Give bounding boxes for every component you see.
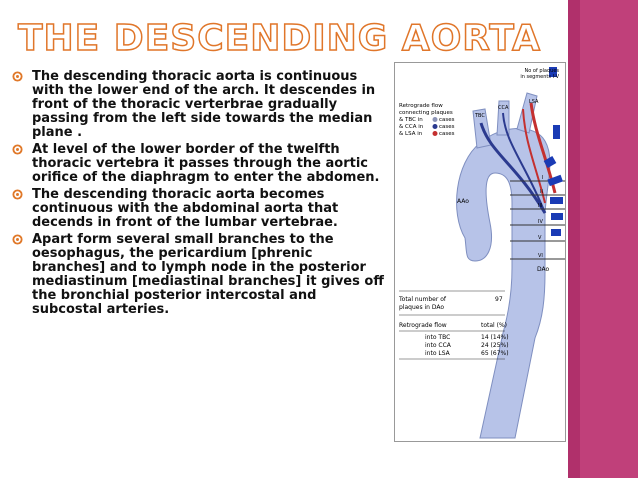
- table-row-value: 14 (14%): [481, 334, 509, 341]
- lsa-dot-icon: [433, 131, 438, 136]
- retro-legend-4: cases: [439, 117, 455, 123]
- accent-band-inner: [580, 0, 638, 478]
- bullet-item: [10, 188, 390, 230]
- retro-legend-7: & LSA in: [399, 131, 423, 137]
- ring-bullet-icon: [12, 144, 23, 155]
- plaque-bar: [553, 125, 560, 139]
- cca-label: CCA: [498, 105, 509, 111]
- table-row-value: 65 (67%): [481, 350, 509, 357]
- aao-label: AAo: [457, 198, 469, 205]
- legend-top-2: in segments I-V: [520, 74, 559, 80]
- dao-label: DAo: [537, 266, 550, 273]
- bullet-text: The descending thoracic aorta becomes continuous with the abdominal aorta that decends in front of the lumbar vertebrae.: [32, 187, 339, 230]
- aorta-vessel: [457, 128, 550, 438]
- plaque-bar: [551, 229, 561, 236]
- retro-legend-2: connecting plaques: [399, 110, 453, 116]
- segment-label: IV: [538, 219, 543, 225]
- retro-legend-3: & TBC in: [399, 117, 423, 123]
- segment-label: V: [538, 235, 542, 241]
- total-value: 97: [495, 296, 503, 303]
- table-row-label: into LSA: [425, 350, 450, 357]
- bullet-item: [10, 233, 390, 317]
- plaque-bar: [550, 197, 563, 204]
- ring-bullet-icon: [12, 71, 23, 82]
- table-header-total: total (%): [481, 322, 508, 329]
- table-row-label: into CCA: [425, 342, 451, 349]
- retro-legend-6: cases: [439, 124, 455, 130]
- lsa-label: LSA: [529, 99, 539, 105]
- bullet-text: The descending thoracic aorta is continuous with the lower end of the arch. It descendes in front of the thoracic verterbrae gradually passing from the left side towards the median plane .: [32, 69, 376, 140]
- total-label-1: Total number of: [399, 296, 447, 303]
- table-header-label: Retrograde flow: [399, 322, 447, 329]
- segment-label: III: [538, 203, 543, 209]
- segment-label: II: [540, 189, 543, 195]
- retro-legend-8: cases: [439, 131, 455, 137]
- legend-top-1: No of plaques: [524, 68, 559, 74]
- ring-bullet-icon: [12, 234, 23, 245]
- tbc-label: TBC: [475, 113, 485, 119]
- bullet-text: At level of the lower border of the twelfth thoracic vertebra it passes through the aortic orifice of the diaphragm to enter the abdomen.: [32, 142, 380, 185]
- bullet-text: Apart form several small branches to the oesophagus, the pericardium [phrenic branches] and to lymph node in the posterior mediastinum [mediastinal branches] it gives off the bronchial posterior intercostal and subcostal arteries.: [32, 232, 384, 317]
- aorta-figure: [394, 62, 566, 442]
- aorta-diagram: [395, 63, 565, 441]
- bullet-list: [10, 70, 390, 320]
- bullet-item: [10, 70, 390, 140]
- plaque-bar: [551, 213, 563, 220]
- cca-dot-icon: [433, 124, 438, 129]
- retro-legend-1: Retrograde flow: [399, 103, 443, 109]
- retro-legend-5: & CCA in: [399, 124, 424, 130]
- segment-label: VI: [538, 253, 543, 259]
- segment-label: I: [542, 175, 544, 181]
- bullet-item: [10, 143, 390, 185]
- tbc-dot-icon: [433, 117, 438, 122]
- table-row-label: into TBC: [425, 334, 451, 341]
- ring-bullet-icon: [12, 189, 23, 200]
- table-row-value: 24 (25%): [481, 342, 509, 349]
- slide-title: THE DESCENDING AORTA: [18, 18, 542, 59]
- total-label-2: plaques in DAo: [399, 304, 445, 311]
